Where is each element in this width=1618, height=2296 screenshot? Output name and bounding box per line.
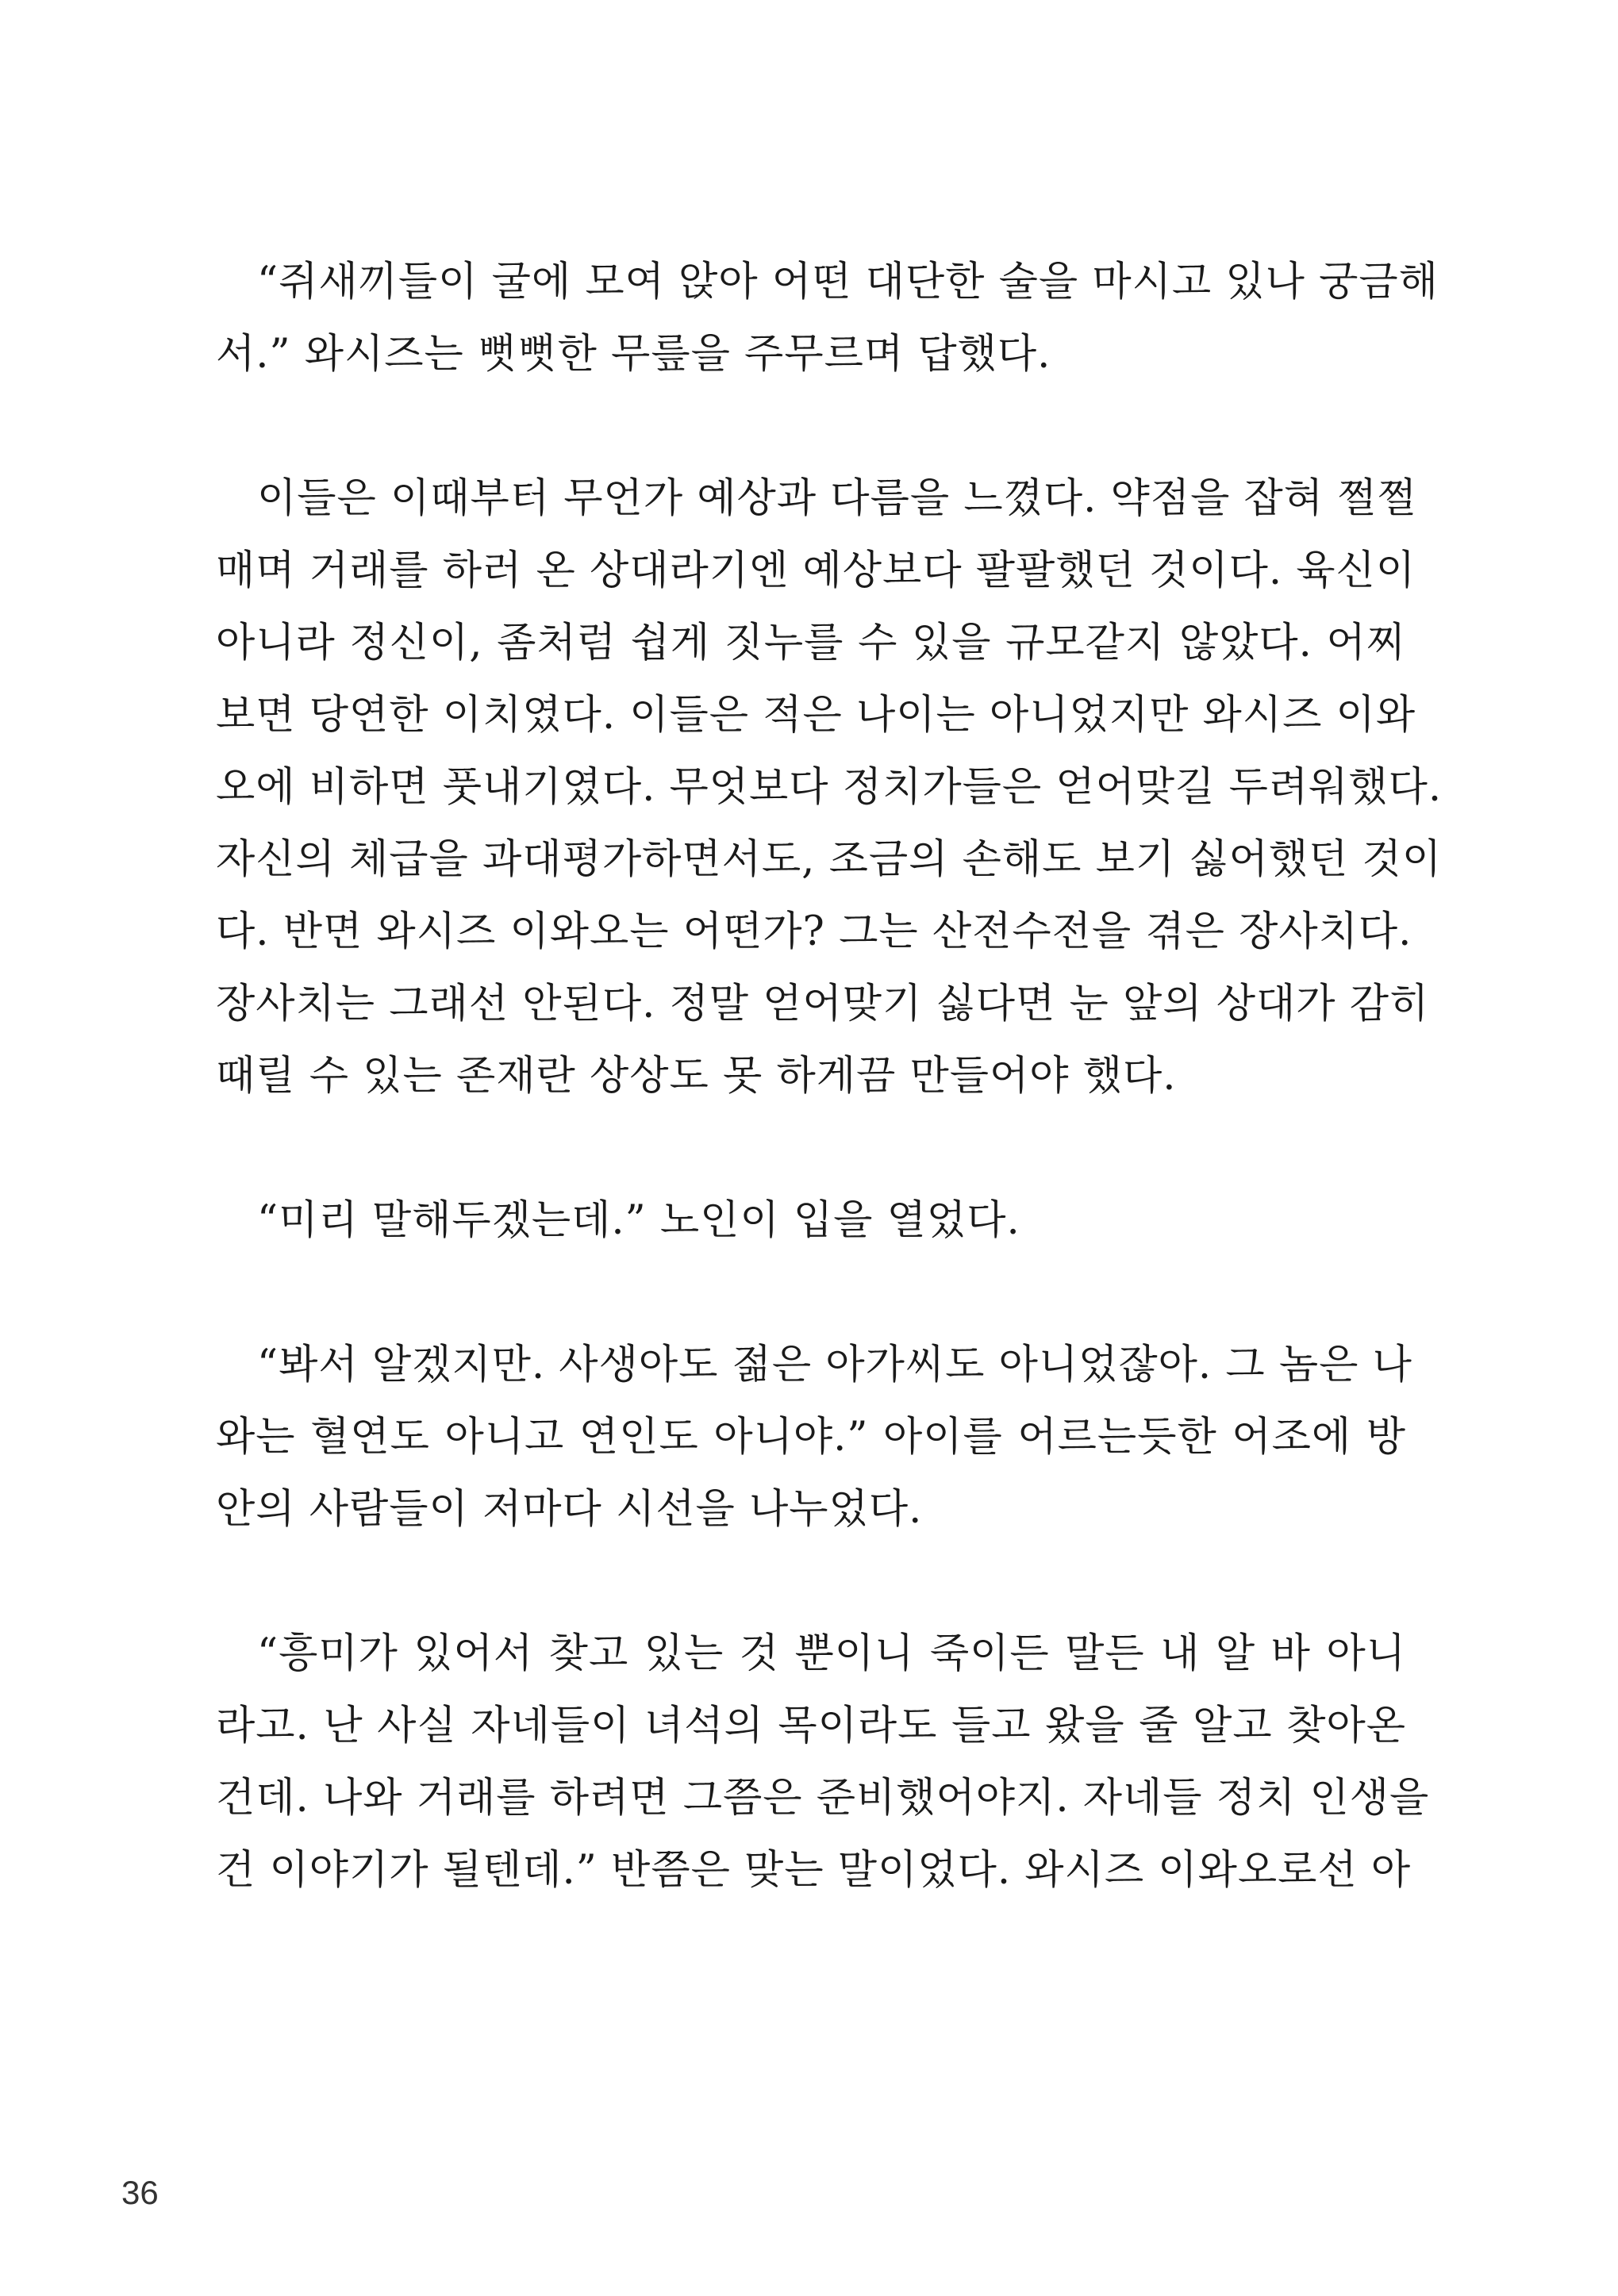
text-line: 와는 혈연도 아니고 연인도 아니야.” 아이를 어르는듯한 어조에 방 [216, 1414, 1406, 1461]
text-line: 자신의 체급을 과대평가하면서도, 조금의 손해도 보기 싫어했던 것이 [216, 836, 1443, 883]
text-line: 안의 사람들이 저마다 시선을 나누었다. [216, 1486, 923, 1533]
text-line: “봐서 알겠지만. 사생아도 젊은 아가씨도 아니었잖아. 그 놈은 나 [257, 1342, 1412, 1388]
body-text [216, 246, 1443, 1906]
text-line: “미리 말해두겠는데.” 노인이 입을 열었다. [257, 1197, 1020, 1244]
text-line: 다. 반면 와시즈 이와오는 어떤가? 그는 산전수전을 겪은 장사치다. [216, 908, 1412, 955]
paragraph [216, 1329, 1412, 1545]
paragraph [216, 1184, 1406, 1257]
text-line: 라고. 난 사실 자네들이 녀석의 목이라도 들고 왔을 줄 알고 찾아온 [216, 1703, 1406, 1749]
text-line: 매며 거래를 하러 온 상대라기엔 예상보다 팔팔했던 것이다. 육신이 [216, 547, 1416, 594]
text-line: 장사치는 그래선 안된다. 정말 얻어맞기 싫다면 눈 앞의 상대가 감히 [216, 981, 1430, 1027]
paragraph [216, 246, 1439, 390]
paragraph [216, 463, 1443, 1112]
text-line: “쥐새끼들이 굴에 모여 앉아 어떤 대단한 술을 마시고 있나 궁금해 [257, 259, 1439, 305]
text-line: 서.” 와시즈는 뻣뻣한 무릎을 주무르며 답했다. [216, 331, 1051, 378]
text-line: “흥미가 있어서 찾고 있는 것 뿐이니 죽이든 말든 내 알 바 아니 [257, 1630, 1406, 1677]
text-line: 때릴 수 있는 존재란 상상도 못 하게끔 만들어야 했다. [216, 1053, 1177, 1100]
text-line: 이들은 이때부터 무언가 예상과 다름을 느꼈다. 약점을 잡혀 쩔쩔 [257, 475, 1417, 522]
text-line: 오에 비하면 풋내기였다. 무엇보다 정치가들은 얻어맞길 두려워했다. [216, 764, 1443, 811]
text-line: 건데. 나와 거래를 하려면 그쯤은 준비했어야지. 자네들 정치 인생을 [216, 1775, 1430, 1822]
text-line: 아니라 정신이, 좀처럼 쉽게 짓누를 수 있을 규모같지 않았다. 어찌 [216, 620, 1406, 666]
text-line: 보면 당연한 이치였다. 이들은 적은 나이는 아니었지만 와시즈 이와 [216, 692, 1416, 739]
page-number: 36 [121, 2174, 159, 2211]
text-line: 건 이야기가 될텐데.” 반쯤은 맞는 말이었다. 와시즈 이와오로선 아 [216, 1847, 1412, 1894]
paragraph [216, 1618, 1430, 1906]
